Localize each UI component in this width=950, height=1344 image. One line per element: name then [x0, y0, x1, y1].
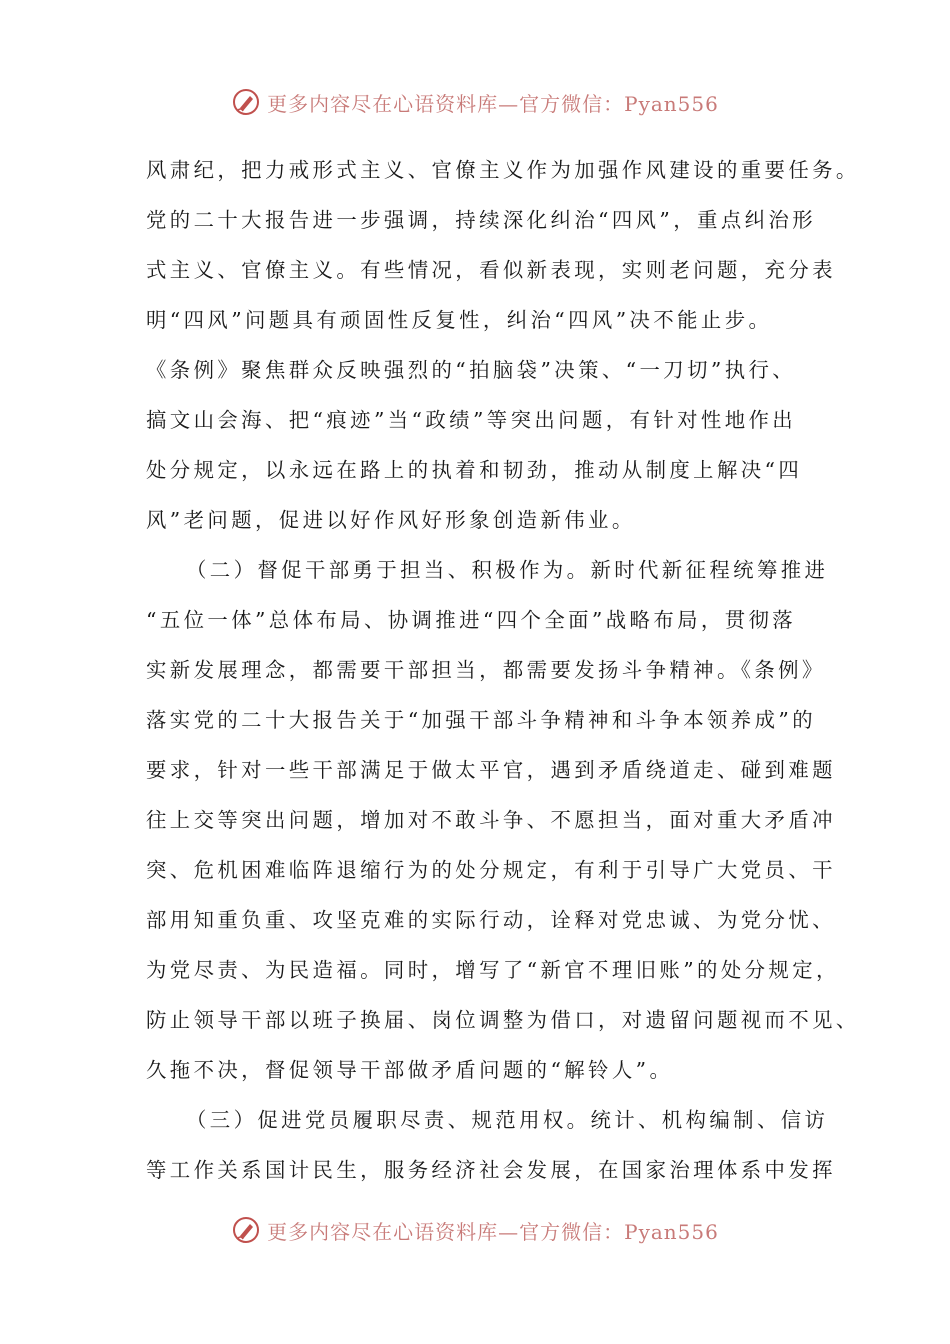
body-line: 部用知重负重、攻坚克难的实际行动，诠释对党忠诚、为党分忧、 — [146, 908, 836, 932]
body-line: 落实党的二十大报告关于“加强干部斗争精神和斗争本领养成”的 — [146, 708, 816, 732]
body-line: （三）促进党员履职尽责、规范用权。统计、机构编制、信访 — [186, 1108, 829, 1132]
footer-watermark-text: 更多内容尽在心语资料库—官方微信：Pyan556 — [267, 1219, 719, 1244]
body-line: 《条例》聚焦群众反映强烈的“拍脑袋”决策、“一刀切”执行、 — [146, 358, 797, 382]
body-line: 等工作关系国计民生，服务经济社会发展，在国家治理体系中发挥 — [146, 1158, 836, 1182]
body-line: 党的二十大报告进一步强调，持续深化纠治“四风”，重点纠治形 — [146, 208, 816, 232]
body-line: 明“四风”问题具有顽固性反复性，纠治“四风”决不能止步。 — [146, 308, 773, 332]
body-line: 久拖不决，督促领导干部做矛盾问题的“解铃人”。 — [146, 1058, 674, 1082]
body-line: 搞文山会海、把“痕迹”当“政绩”等突出问题，有针对性地作出 — [146, 408, 797, 432]
header-watermark — [0, 82, 950, 122]
body-line: 突、危机困难临阵退缩行为的处分规定，有利于引导广大党员、干 — [146, 858, 836, 882]
pen-logo-icon — [231, 87, 261, 117]
body-line: 风肃纪，把力戒形式主义、官僚主义作为加强作风建设的重要任务。 — [146, 158, 860, 182]
body-line: 往上交等突出问题，增加对不敢斗争、不愿担当，面对重大矛盾冲 — [146, 808, 836, 832]
body-line: 式主义、官僚主义。有些情况，看似新表现，实则老问题，充分表 — [146, 258, 836, 282]
body-line: 实新发展理念，都需要干部担当，都需要发扬斗争精神。《条例》 — [146, 658, 826, 682]
pen-logo-icon — [231, 1215, 261, 1245]
body-line: 要求，针对一些干部满足于做太平官，遇到矛盾绕道走、碰到难题 — [146, 758, 836, 782]
header-watermark-text: 更多内容尽在心语资料库—官方微信：Pyan556 — [267, 91, 719, 116]
body-line: 风”老问题，促进以好作风好形象创造新伟业。 — [146, 508, 636, 532]
body-line: 处分规定，以永远在路上的执着和韧劲，推动从制度上解决“四 — [146, 458, 803, 482]
body-line: 为党尽责、为民造福。同时，增写了“新官不理旧账”的处分规定， — [146, 958, 840, 982]
footer-watermark — [0, 1210, 950, 1250]
body-text — [146, 145, 860, 1195]
body-line: “五位一体”总体布局、协调推进“四个全面”战略布局，贯彻落 — [146, 608, 797, 632]
body-line: 防止领导干部以班子换届、岗位调整为借口，对遗留问题视而不见、 — [146, 1008, 860, 1032]
body-line: （二）督促干部勇于担当、积极作为。新时代新征程统筹推进 — [186, 558, 829, 582]
